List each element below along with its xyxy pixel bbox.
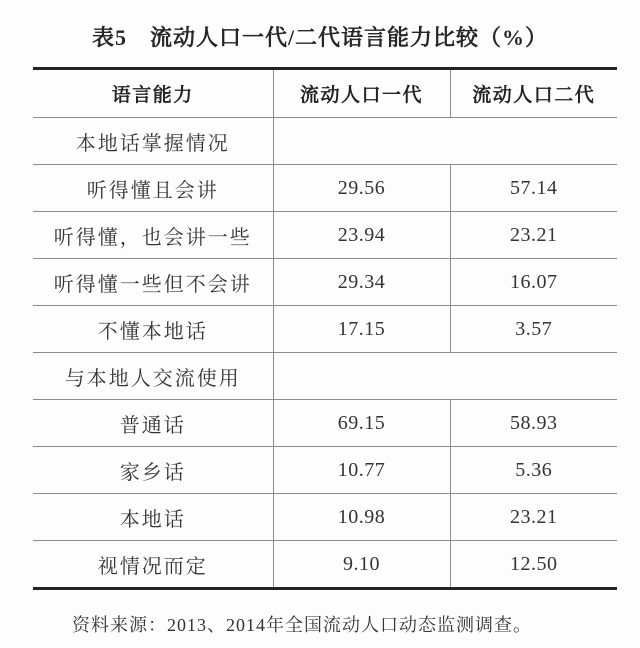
gen1-value: 10.77 — [273, 447, 450, 494]
row-label: 视情况而定 — [33, 541, 273, 589]
table-row — [33, 165, 617, 212]
table-row — [33, 494, 617, 541]
gen2-value: 5.36 — [450, 447, 617, 494]
row-label: 家乡话 — [33, 447, 273, 494]
section-row-communication-language — [33, 353, 617, 400]
gen1-value: 10.98 — [273, 494, 450, 541]
column-header-language-ability: 语言能力 — [111, 85, 194, 106]
gen1-value: 29.56 — [273, 165, 450, 212]
section-empty-cell — [273, 118, 617, 165]
language-ability-table — [33, 67, 617, 590]
row-label: 不懂本地话 — [33, 306, 273, 353]
gen1-value: 69.15 — [273, 400, 450, 447]
gen1-value: 9.10 — [273, 541, 450, 589]
table-row — [33, 306, 617, 353]
table-row — [33, 212, 617, 259]
gen1-value: 29.34 — [273, 259, 450, 306]
gen2-value: 23.21 — [450, 212, 617, 259]
gen2-value: 16.07 — [450, 259, 617, 306]
gen2-value: 12.50 — [450, 541, 617, 589]
row-label: 听得懂且会讲 — [33, 165, 273, 212]
row-label: 普通话 — [33, 400, 273, 447]
header-row — [33, 69, 617, 118]
table-row — [33, 400, 617, 447]
gen2-value: 23.21 — [450, 494, 617, 541]
gen1-value: 23.94 — [273, 212, 450, 259]
column-header-gen2: 流动人口二代 — [450, 69, 617, 118]
gen2-value: 57.14 — [450, 165, 617, 212]
column-header-gen1: 流动人口一代 — [273, 69, 450, 118]
section-label: 与本地人交流使用 — [33, 353, 273, 400]
row-label: 听得懂，也会讲一些 — [33, 212, 273, 259]
data-source-note: 资料来源：2013、2014年全国流动人口动态监测调查。 — [72, 615, 532, 635]
table-row — [33, 259, 617, 306]
gen2-value: 58.93 — [450, 400, 617, 447]
section-empty-cell — [273, 353, 617, 400]
row-label: 听得懂一些但不会讲 — [33, 259, 273, 306]
gen2-value: 3.57 — [450, 306, 617, 353]
gen1-value: 17.15 — [273, 306, 450, 353]
row-label: 本地话 — [33, 494, 273, 541]
table-title: 表5 流动人口一代/二代语言能力比较（%） — [91, 25, 549, 50]
section-label: 本地话掌握情况 — [33, 118, 273, 165]
table-row — [33, 541, 617, 589]
table-row — [33, 447, 617, 494]
section-row-dialect-mastery — [33, 118, 617, 165]
